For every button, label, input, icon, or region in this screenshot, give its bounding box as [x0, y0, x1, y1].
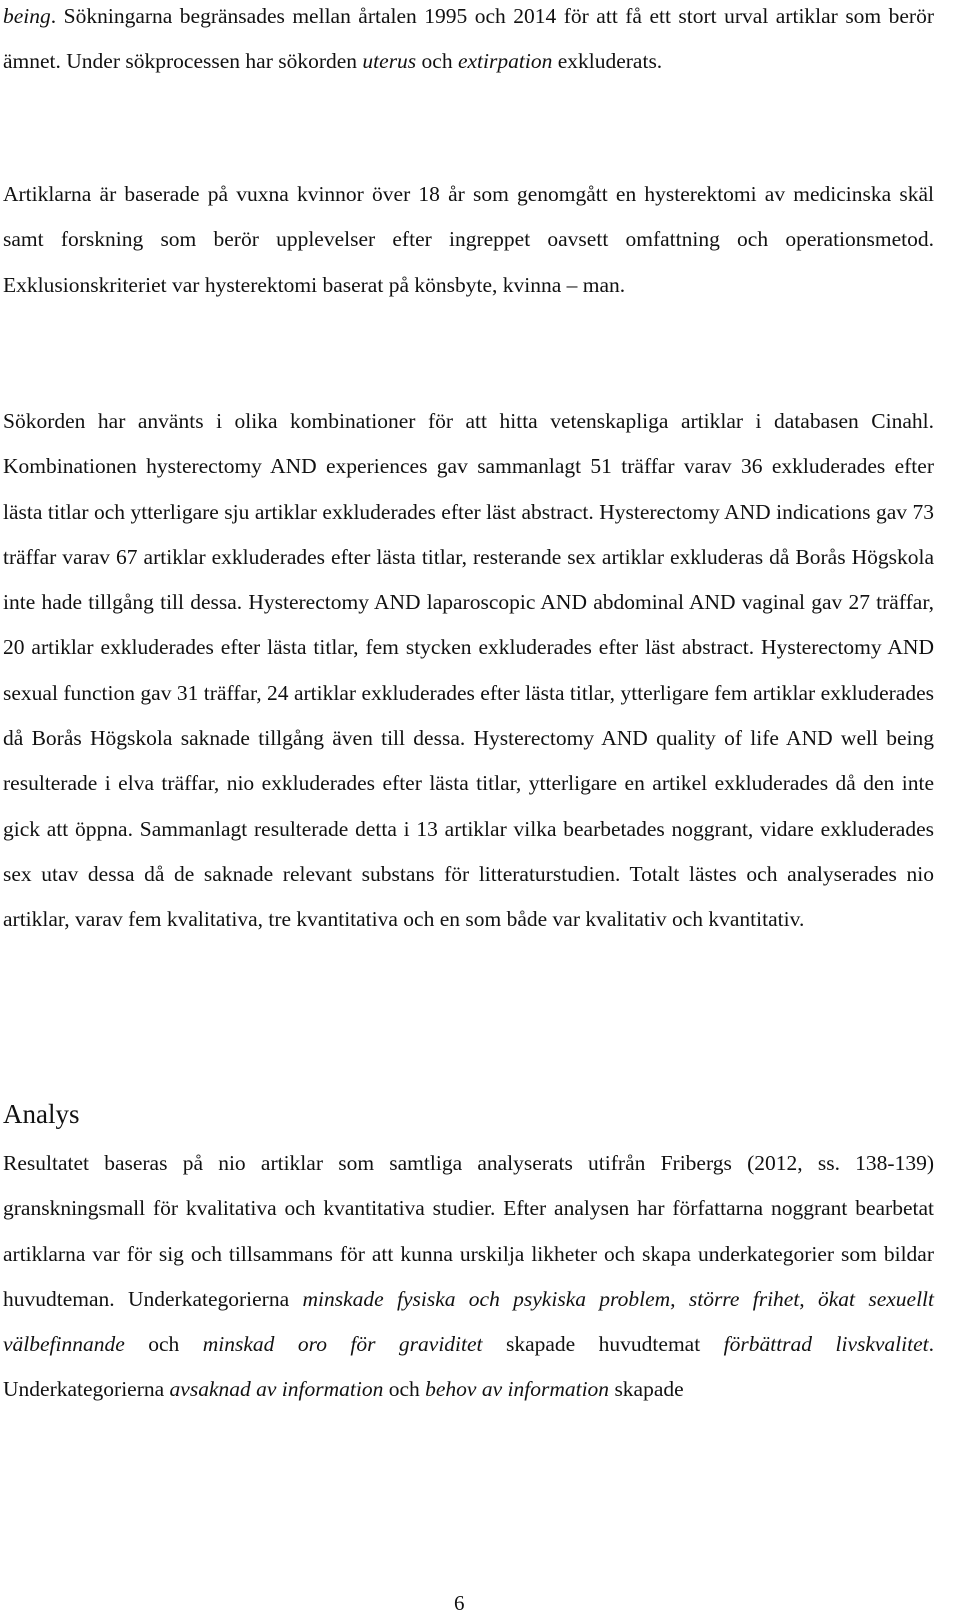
paragraph-text: skapade huvudtemat [482, 1332, 724, 1357]
paragraph-text: . Sökningarna begränsades mellan årtalen 1995 och 2014 för att få ett stort urval artiklar som berör ämnet. Under sökprocessen har sökorden [3, 4, 934, 74]
paragraph-text: exkluderats. [552, 49, 663, 74]
paragraph-inclusion-criteria: Artiklarna är baserade på vuxna kvinnor över 18 år som genomgått en hysterektomi av medicinska skäl samt forskning som berör upplevelser efter ingreppet oavsett omfattning och operationsmetod. Exklusionskriteriet var hysterektomi baserat på könsbyte, kvinna – man. [3, 182, 934, 297]
italic-term: minskade fysiska och psykiska problem, större frihet, ökat sexuellt välbefinnande [3, 1286, 934, 1357]
page-number: 6 [454, 1591, 465, 1615]
italic-term: extirpation [457, 49, 553, 74]
paragraph-search-limits [3, 0, 934, 85]
paragraph-text: skapade [609, 1377, 684, 1402]
section-heading-analys: Analys [3, 1099, 80, 1129]
paragraph-text: Resultatet baseras på nio artiklar som samtliga analyserats utifrån Fribergs (2012, ss. 138-139) granskningsmall för kvalitativa och kvantitativa studier. Efter analysen har författarna noggrant bearbetat artiklarna var för sig och tillsammans för att kunna urskilja likheter och skapa underkategorier som bildar huvudteman. Underkategorierna [3, 1151, 934, 1311]
italic-term: avsaknad av information [169, 1377, 384, 1402]
paragraph-text: och [383, 1377, 426, 1402]
italic-term: being [3, 4, 51, 28]
paragraph-text: och [124, 1332, 203, 1357]
paragraph-text: . Underkategorierna [3, 1332, 934, 1402]
italic-term: uterus [362, 49, 417, 74]
italic-term: förbättrad livskvalitet [723, 1332, 929, 1357]
paragraph-search-combinations: Sökorden har använts i olika kombinationer för att hitta vetenskapliga artiklar i databasen Cinahl. Kombinationen hysterectomy AND experiences gav sammanlagt 51 träffar varav 36 exkluderades efter lästa titlar och ytterligare sju artiklar exkluderades efter läst abstract. Hysterectomy AND indications gav 73 träffar varav 67 artiklar exkluderades efter lästa titlar, resterande sex artiklar exkluderas då Borås Högskola inte hade tillgång till dessa. Hysterectomy AND laparoscopic AND abdominal AND vaginal gav 27 träffar, 20 artiklar exkluderades efter lästa titlar, fem stycken exkluderades efter läst abstract. Hysterectomy AND sexual function gav 31 träffar, 24 artiklar exkluderades efter lästa titlar, ytterligare fem artiklar exkluderades då Borås Högskola saknade tillgång även till dessa. Hysterectomy AND quality of life AND well being resulterade i elva träffar, nio exkluderades efter lästa titlar, ytterligare en artikel exkluderades då den inte gick att öppna. Sammanlagt resulterade detta i 13 artiklar vilka bearbetades noggrant, vidare exkluderades sex utav dessa då de saknade relevant substans för litteraturstudien. Totalt lästes och analyserades nio artiklar, varav fem kvalitativa, tre kvantitativa och en som både var kvalitativ och kvantitativ. [3, 409, 934, 932]
paragraph-analysis [3, 1141, 934, 1413]
paragraph-text: och [416, 49, 458, 74]
italic-term: minskad oro för graviditet [202, 1332, 483, 1357]
italic-term: behov av information [425, 1377, 610, 1402]
